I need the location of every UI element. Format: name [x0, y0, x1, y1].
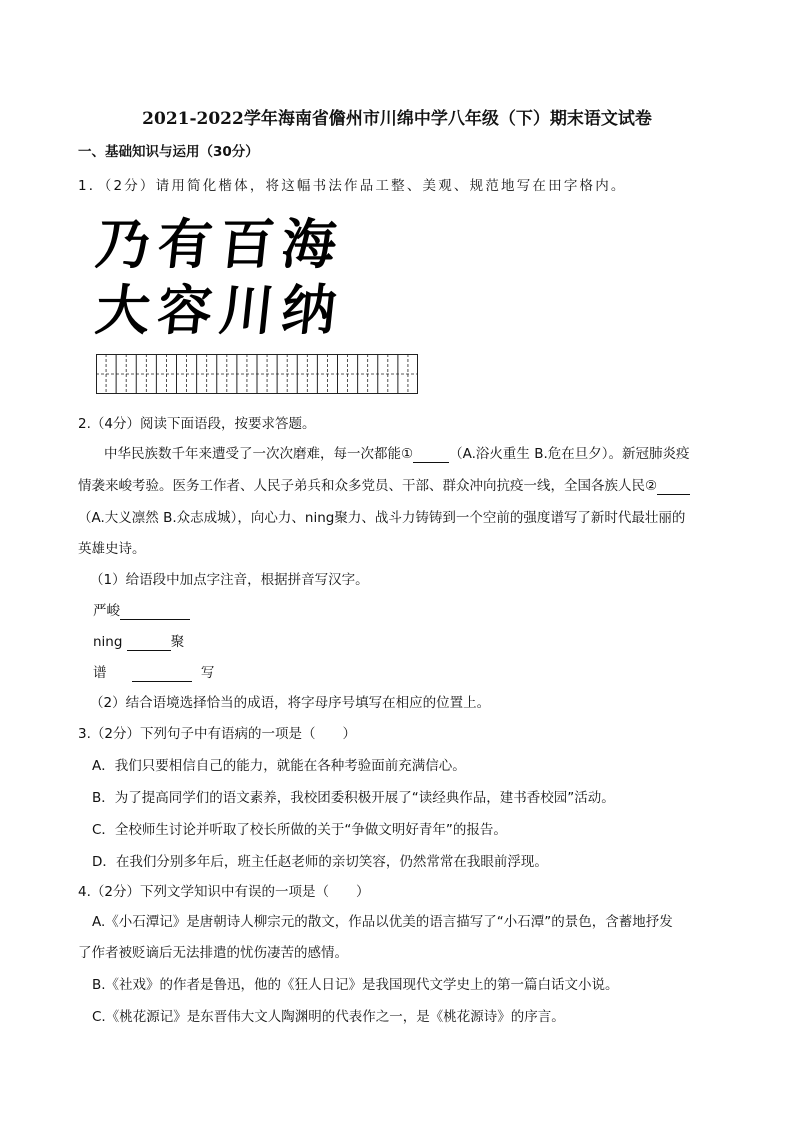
passage-line-3: （A.大义凛然 B.众志成城），向心力、ning聚力、战斗力铸铸到一个空前的强度谱写了新时代最壮丽的 — [78, 510, 686, 526]
word: 写 — [200, 665, 215, 681]
passage-text: 情袭来峻考验。医务工作者、人民子弟兵和众多党员、干部、群众冲向抗疫一线，全国各族人民② — [78, 478, 658, 494]
answer-blank[interactable] — [127, 636, 171, 651]
blank-1[interactable] — [413, 448, 449, 463]
calligraphy-row-1: 乃有百海 — [92, 212, 348, 276]
question-1-text: 1．（2分）请用简化楷体，将这幅书法作品工整、美观、规范地写在田字格内。 — [78, 178, 627, 194]
section-heading: 一、基础知识与运用（30分） — [78, 144, 259, 160]
option-a-continued: 了作者被贬谪后无法排遣的忧伤凄苦的感情。 — [78, 945, 348, 961]
passage-line-2 — [78, 477, 690, 495]
word-item-2 — [93, 633, 184, 651]
word-item-1 — [93, 602, 190, 620]
passage-text: 中华民族数千年来遭受了一次次磨难，每一次都能① — [104, 446, 414, 462]
question-2-stem: 2.（4分）阅读下面语段，按要求答题。 — [78, 416, 316, 432]
calligraphy-row-2: 大容川纳 — [92, 278, 348, 342]
writing-grid[interactable] — [96, 354, 418, 394]
pinyin: ning — [93, 634, 123, 650]
passage-line-4: 英雄史诗。 — [78, 541, 146, 557]
option-a[interactable]: A.《小石潭记》是唐朝诗人柳宗元的散文，作品以优美的语言描写了“小石潭”的景色，含蓄地抒发 — [92, 914, 673, 930]
word: 严峻 — [93, 603, 120, 619]
passage-text: （A.浴火重生 B.危在旦夕）。新冠肺炎疫 — [449, 446, 690, 462]
exam-title: 2021-2022学年海南省儋州市川绵中学八年级（下）期末语文试卷 — [142, 109, 652, 129]
question-4-stem: 4.（2分）下列文学知识中有误的一项是（ ） — [78, 884, 370, 900]
answer-blank[interactable] — [132, 667, 192, 682]
option-b[interactable]: B.《社戏》的作者是鲁迅，他的《狂人日记》是我国现代文学史上的第一篇白话文小说。 — [92, 977, 619, 993]
option-a[interactable]: A．我们只要相信自己的能力，就能在各种考验面前充满信心。 — [92, 758, 466, 774]
option-d[interactable]: D．在我们分别多年后，班主任赵老师的亲切笑容，仍然常常在我眼前浮现。 — [92, 854, 548, 870]
word: 聚 — [170, 634, 185, 650]
sub-question-2: （2）结合语境选择恰当的成语，将字母序号填写在相应的位置上。 — [90, 695, 491, 711]
blank-2[interactable] — [657, 480, 690, 495]
word: 谱 — [93, 665, 107, 681]
option-b[interactable]: B．为了提高同学们的语文素养，我校团委积极开展了“读经典作品，建书香校园”活动。 — [92, 790, 615, 806]
option-c[interactable]: C.《桃花源记》是东晋伟大文人陶渊明的代表作之一，是《桃花源诗》的序言。 — [92, 1009, 565, 1025]
sub-question-1: （1）给语段中加点字注音，根据拼音写汉字。 — [90, 572, 369, 588]
word-item-3 — [93, 664, 214, 682]
option-c[interactable]: C．全校师生讨论并听取了校长所做的关于“争做文明好青年”的报告。 — [92, 822, 507, 838]
passage-line-1 — [104, 445, 690, 463]
answer-blank[interactable] — [120, 605, 190, 620]
question-3-stem: 3.（2分）下列句子中有语病的一项是（ ） — [78, 726, 356, 742]
